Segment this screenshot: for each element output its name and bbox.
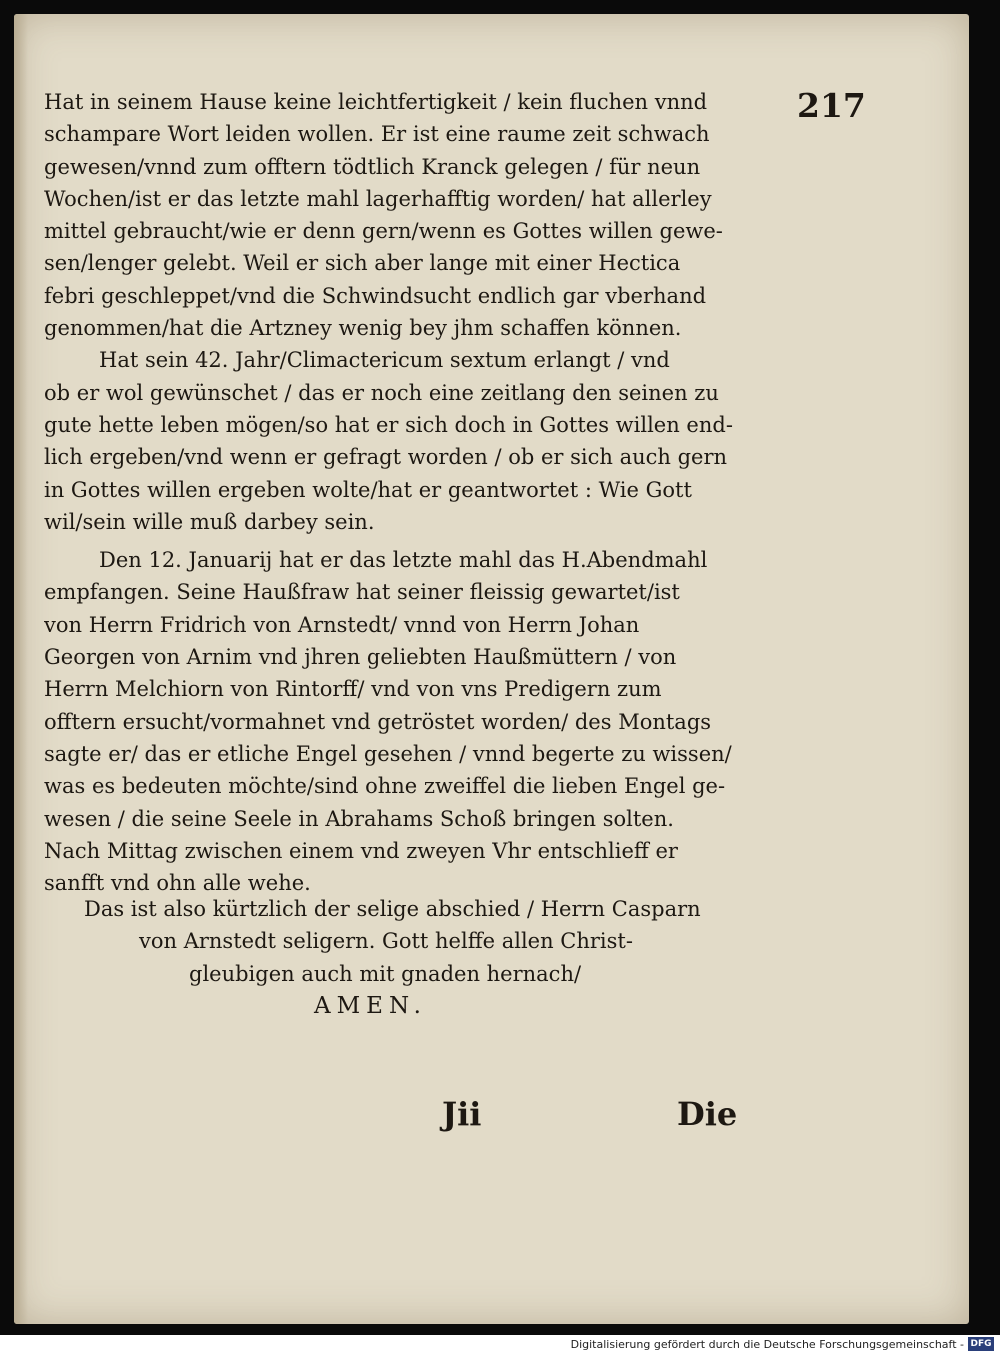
text-line: genommen/hat die Artzney wenig bey jhm schaffen können. [44,316,682,341]
text-line: Herrn Melchiorn von Rintorff/ vnd von vns Predigern zum [44,677,662,702]
paragraph-3 [44,544,764,899]
main-text [44,86,764,899]
page-gutter-shadow [14,14,28,1324]
closing-line: von Arnstedt seligern. Gott helffe allen Christ- [139,929,633,954]
funding-credit: Digitalisierung gefördert durch die Deutsche Forschungsgemeinschaft - [570,1338,964,1351]
text-line: wil/sein wille muß darbey sein. [44,509,375,534]
text-line: sanfft vnd ohn alle wehe. [44,871,311,896]
text-line: Georgen von Arnim vnd jhren geliebten Haußmüttern / von [44,645,677,670]
closing-line: gleubigen auch mit gnaden hernach/ [189,961,582,986]
paragraph-1 [44,86,764,344]
text-line: von Herrn Fridrich von Arnstedt/ vnnd von Herrn Johan [44,612,640,637]
text-line: ob er wol gewünschet / das er noch eine zeitlang den seinen zu [44,380,719,405]
footer-bar [0,1335,1000,1355]
text-line: sagte er/ das er etliche Engel gesehen / vnnd begerte zu wissen/ [44,741,732,766]
text-line: was es bedeuten möchte/sind ohne zweiffel die lieben Engel ge- [44,774,726,799]
text-line: febri geschleppet/vnd die Schwindsucht endlich gar vberhand [44,283,707,308]
signature-mark: Jii [442,1095,482,1133]
text-line: Nach Mittag zwischen einem vnd zweyen Vhr entschlieff er [44,838,678,863]
text-line: Hat sein 42. Jahr/Climactericum sextum erlangt / vnd [99,348,670,373]
closing-line: Das ist also kürtzlich der selige abschied / Herrn Casparn [84,897,701,921]
text-line: mittel gebraucht/wie er denn gern/wenn es Gottes willen gewe- [44,219,723,244]
paragraph-2 [44,344,764,538]
text-line: Den 12. Januarij hat er das letzte mahl das H.Abendmahl [99,548,708,573]
text-line: sen/lenger gelebt. Weil er sich aber lange mit einer Hectica [44,251,681,276]
text-line: empfangen. Seine Haußfraw hat seiner fleissig gewartet/ist [44,580,680,605]
page-number: 217 [797,86,866,125]
text-line: Hat in seinem Hause keine leichtfertigkeit / kein fluchen vnnd [44,90,708,114]
text-line: gewesen/vnnd zum offtern tödtlich Kranck gelegen / für neun [44,154,701,179]
text-line: gute hette leben mögen/so hat er sich doch in Gottes willen end- [44,412,733,437]
closing-block [44,893,764,1022]
amen-line: AMEN. [314,992,427,1019]
text-line: schampare Wort leiden wollen. Er ist eine raume zeit schwach [44,122,710,147]
text-line: in Gottes willen ergeben wolte/hat er geantwortet : Wie Gott [44,477,692,502]
catchword: Die [677,1095,738,1133]
text-line: wesen / die seine Seele in Abrahams Schoß bringen solten. [44,806,674,831]
text-line: Wochen/ist er das letzte mahl lagerhafftig worden/ hat allerley [44,186,712,211]
dfg-logo-icon: DFG [968,1337,994,1351]
text-line: lich ergeben/vnd wenn er gefragt worden / ob er sich auch gern [44,445,728,470]
text-line: offtern ersucht/vormahnet vnd getröstet worden/ des Montags [44,709,712,734]
